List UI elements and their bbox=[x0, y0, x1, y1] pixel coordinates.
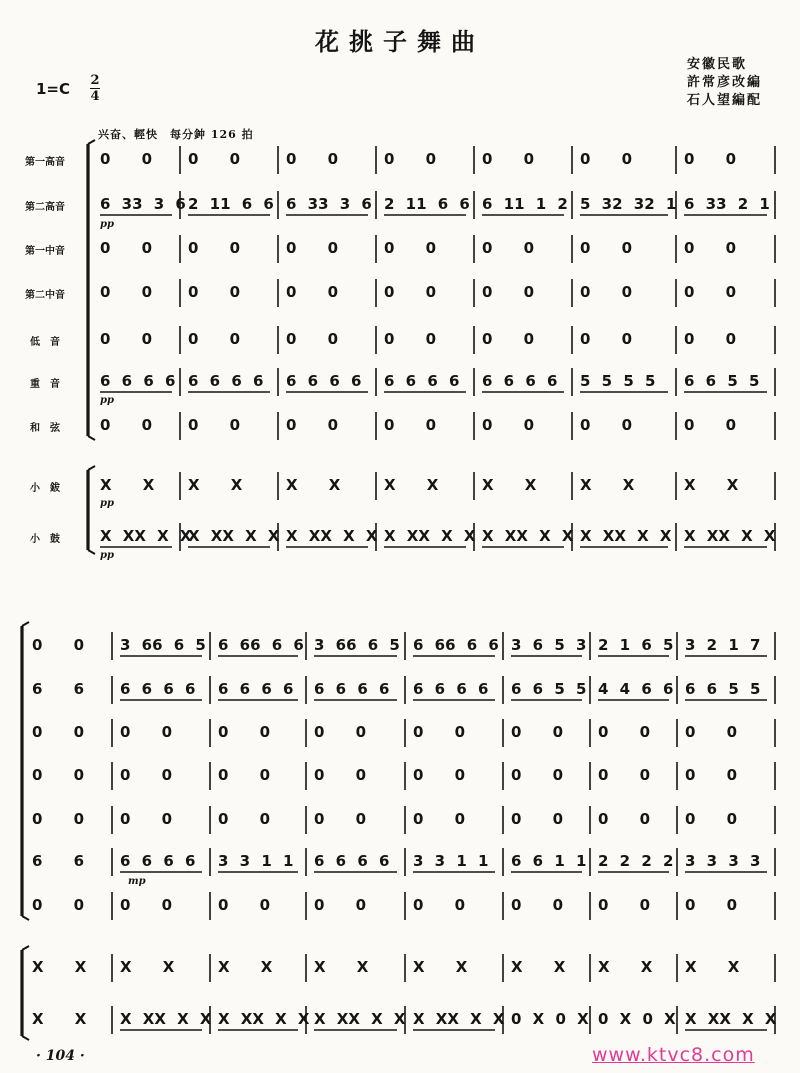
part-name: 重 音 bbox=[30, 379, 60, 390]
measure: 6 6 6 6 bbox=[314, 680, 390, 698]
dynamic-pp: pp bbox=[100, 395, 114, 406]
barline bbox=[22, 946, 29, 950]
measure: 0 0 bbox=[286, 283, 339, 301]
part-name: 第二高音 bbox=[25, 202, 65, 213]
measure: X XX X X bbox=[314, 1010, 406, 1028]
measure: 0 X 0 X bbox=[511, 1010, 589, 1028]
measure: 3 3 1 1 bbox=[218, 852, 294, 870]
measure: X XX X X bbox=[100, 527, 192, 545]
measure: 0 0 bbox=[684, 416, 737, 434]
measure: 0 0 bbox=[188, 239, 241, 257]
measure: 3 2 1 7 bbox=[685, 636, 761, 654]
measure: 0 0 bbox=[482, 239, 535, 257]
measure: 0 0 bbox=[314, 766, 367, 784]
part-name: 第一中音 bbox=[25, 246, 65, 257]
dynamic-pp: pp bbox=[100, 219, 114, 230]
measure: X X bbox=[286, 476, 341, 494]
measure: 0 0 bbox=[482, 150, 535, 168]
measure: X X bbox=[188, 476, 243, 494]
measure: X X bbox=[100, 476, 155, 494]
barline bbox=[88, 466, 95, 470]
measure: 0 0 bbox=[685, 723, 738, 741]
measure: 0 0 bbox=[188, 416, 241, 434]
measure: X X bbox=[598, 958, 653, 976]
measure: 0 0 bbox=[482, 283, 535, 301]
measure: 6 6 6 6 bbox=[314, 852, 390, 870]
watermark: www.ktvc8.com bbox=[592, 1044, 755, 1066]
measure: 0 0 bbox=[413, 766, 466, 784]
measure: 0 0 bbox=[511, 766, 564, 784]
measure: 0 0 bbox=[120, 810, 173, 828]
measure: 0 0 bbox=[218, 810, 271, 828]
part-name: 第一高音 bbox=[25, 157, 65, 168]
measure: 0 0 bbox=[32, 896, 85, 914]
measure: 3 6 5 3 bbox=[511, 636, 587, 654]
measure: X XX X X bbox=[384, 527, 476, 545]
measure: 5 5 5 5 bbox=[580, 372, 656, 390]
measure: 0 0 bbox=[384, 283, 437, 301]
measure: 6 6 5 5 bbox=[684, 372, 760, 390]
measure: 0 0 bbox=[511, 896, 564, 914]
measure: 6 66 6 6 bbox=[413, 636, 499, 654]
measure: 0 0 bbox=[511, 810, 564, 828]
measure: 0 0 bbox=[598, 723, 651, 741]
page-title: 花挑子舞曲 bbox=[315, 27, 485, 56]
measure: 0 0 bbox=[685, 810, 738, 828]
measure: 6 66 6 6 bbox=[218, 636, 304, 654]
measure: 6 33 3 6 bbox=[100, 195, 186, 213]
measure: 0 0 bbox=[598, 766, 651, 784]
measure: 6 6 6 6 bbox=[120, 852, 196, 870]
measure: X XX X X bbox=[286, 527, 378, 545]
measure: 0 0 bbox=[684, 150, 737, 168]
measure: 0 0 bbox=[286, 416, 339, 434]
measure: X XX X X bbox=[684, 527, 776, 545]
measure: 6 6 6 6 bbox=[286, 372, 362, 390]
measure: X X bbox=[580, 476, 635, 494]
measure: 0 0 bbox=[120, 723, 173, 741]
measure: 0 X 0 X bbox=[598, 1010, 676, 1028]
measure: 0 0 bbox=[218, 896, 271, 914]
measure: 6 6 6 6 bbox=[413, 680, 489, 698]
measure: X X bbox=[384, 476, 439, 494]
measure: 0 0 bbox=[384, 330, 437, 348]
measure: X XX X X bbox=[580, 527, 672, 545]
measure: 0 0 bbox=[413, 723, 466, 741]
measure: 0 0 bbox=[384, 416, 437, 434]
measure: 0 0 bbox=[684, 283, 737, 301]
measure: 0 0 bbox=[580, 239, 633, 257]
measure: 6 6 bbox=[32, 852, 85, 870]
measure: 0 0 bbox=[314, 896, 367, 914]
measure: 0 0 bbox=[580, 283, 633, 301]
measure: 0 0 bbox=[482, 330, 535, 348]
measure: X XX X X bbox=[218, 1010, 310, 1028]
measure: X XX X X bbox=[685, 1010, 777, 1028]
measure: 0 0 bbox=[598, 896, 651, 914]
barline bbox=[88, 436, 95, 440]
measure: X XX X X bbox=[482, 527, 574, 545]
measure: 0 0 bbox=[384, 239, 437, 257]
measure: 0 0 bbox=[685, 766, 738, 784]
measure: 0 0 bbox=[100, 283, 153, 301]
measure: 0 0 bbox=[218, 766, 271, 784]
measure: 0 0 bbox=[511, 723, 564, 741]
measure: X X bbox=[684, 476, 739, 494]
measure: 0 0 bbox=[32, 766, 85, 784]
measure: X X bbox=[482, 476, 537, 494]
part-name: 和 弦 bbox=[30, 423, 60, 434]
part-name: 第二中音 bbox=[25, 290, 65, 301]
credit-adapter: 許常彦改編 bbox=[686, 75, 762, 90]
measure: 0 0 bbox=[684, 330, 737, 348]
measure: 0 0 bbox=[286, 150, 339, 168]
barline bbox=[88, 550, 95, 554]
measure: 6 33 2 1 bbox=[684, 195, 770, 213]
measure: 0 0 bbox=[684, 239, 737, 257]
time-numerator: 2 bbox=[90, 73, 100, 88]
key-signature: 1=C bbox=[36, 80, 71, 98]
measure: 0 0 bbox=[482, 416, 535, 434]
measure: 0 0 bbox=[286, 330, 339, 348]
time-denominator: 4 bbox=[90, 89, 100, 104]
measure: 0 0 bbox=[413, 810, 466, 828]
measure: 0 0 bbox=[314, 723, 367, 741]
measure: 4 4 6 6 bbox=[598, 680, 674, 698]
measure: X X bbox=[120, 958, 175, 976]
part-name: 小 鼓 bbox=[30, 534, 60, 545]
measure: 6 6 6 6 bbox=[482, 372, 558, 390]
measure: 0 0 bbox=[218, 723, 271, 741]
measure: 5 32 32 1 bbox=[580, 195, 677, 213]
measure: X X bbox=[32, 958, 87, 976]
page-number: · 104 · bbox=[36, 1048, 85, 1064]
measure: X XX X X bbox=[120, 1010, 212, 1028]
measure: 0 0 bbox=[100, 150, 153, 168]
measure: 0 0 bbox=[580, 150, 633, 168]
part-name: 低 音 bbox=[30, 337, 60, 348]
measure: 6 6 5 5 bbox=[511, 680, 587, 698]
barline bbox=[22, 1036, 29, 1040]
dynamic-pp: pp bbox=[100, 498, 114, 509]
measure: 0 0 bbox=[286, 239, 339, 257]
measure: X X bbox=[218, 958, 273, 976]
measure: 6 6 bbox=[32, 680, 85, 698]
measure: X X bbox=[314, 958, 369, 976]
measure: 0 0 bbox=[685, 896, 738, 914]
measure: 0 0 bbox=[384, 150, 437, 168]
measure: 3 3 3 3 bbox=[685, 852, 761, 870]
measure: 2 11 6 6 bbox=[384, 195, 470, 213]
measure: X XX X X bbox=[188, 527, 280, 545]
measure: 0 0 bbox=[188, 283, 241, 301]
measure: 6 11 1 2 bbox=[482, 195, 568, 213]
measure: 0 0 bbox=[120, 766, 173, 784]
measure: X X bbox=[511, 958, 566, 976]
measure: 0 0 bbox=[120, 896, 173, 914]
measure: 6 6 6 6 bbox=[188, 372, 264, 390]
measure: 0 0 bbox=[100, 330, 153, 348]
measure: 0 0 bbox=[598, 810, 651, 828]
measure: 2 2 2 2 bbox=[598, 852, 674, 870]
measure: 0 0 bbox=[32, 723, 85, 741]
barline bbox=[22, 916, 29, 920]
credit-origin: 安徽民歌 bbox=[686, 57, 747, 72]
measure: 0 0 bbox=[413, 896, 466, 914]
measure: 3 66 6 5 bbox=[120, 636, 206, 654]
measure: X XX X X bbox=[413, 1010, 505, 1028]
measure: 6 6 6 6 bbox=[384, 372, 460, 390]
measure: X X bbox=[685, 958, 740, 976]
measure: 6 6 1 1 bbox=[511, 852, 587, 870]
tempo-marking: 兴奋、輕快 每分鈡 126 拍 bbox=[98, 128, 254, 141]
measure: 6 6 6 6 bbox=[218, 680, 294, 698]
measure: X X bbox=[32, 1010, 87, 1028]
dynamic-pp: pp bbox=[100, 550, 114, 561]
measure: X X bbox=[413, 958, 468, 976]
measure: 3 66 6 5 bbox=[314, 636, 400, 654]
measure: 2 1 6 5 bbox=[598, 636, 674, 654]
measure: 0 0 bbox=[580, 330, 633, 348]
barline bbox=[88, 140, 95, 144]
measure: 0 0 bbox=[100, 416, 153, 434]
measure: 6 33 3 6 bbox=[286, 195, 372, 213]
credit-arranger: 石人望編配 bbox=[686, 93, 762, 108]
measure: 0 0 bbox=[32, 636, 85, 654]
barline bbox=[22, 622, 29, 626]
measure: 0 0 bbox=[314, 810, 367, 828]
measure: 0 0 bbox=[580, 416, 633, 434]
measure: 6 6 5 5 bbox=[685, 680, 761, 698]
measure: 0 0 bbox=[32, 810, 85, 828]
measure: 2 11 6 6 bbox=[188, 195, 274, 213]
measure: 0 0 bbox=[100, 239, 153, 257]
measure: 0 0 bbox=[188, 150, 241, 168]
part-name: 小 鈸 bbox=[30, 483, 60, 494]
measure: 0 0 bbox=[188, 330, 241, 348]
measure: 6 6 6 6 bbox=[120, 680, 196, 698]
dynamic-mp: mp bbox=[128, 876, 146, 887]
measure: 6 6 6 6 bbox=[100, 372, 176, 390]
measure: 3 3 1 1 bbox=[413, 852, 489, 870]
